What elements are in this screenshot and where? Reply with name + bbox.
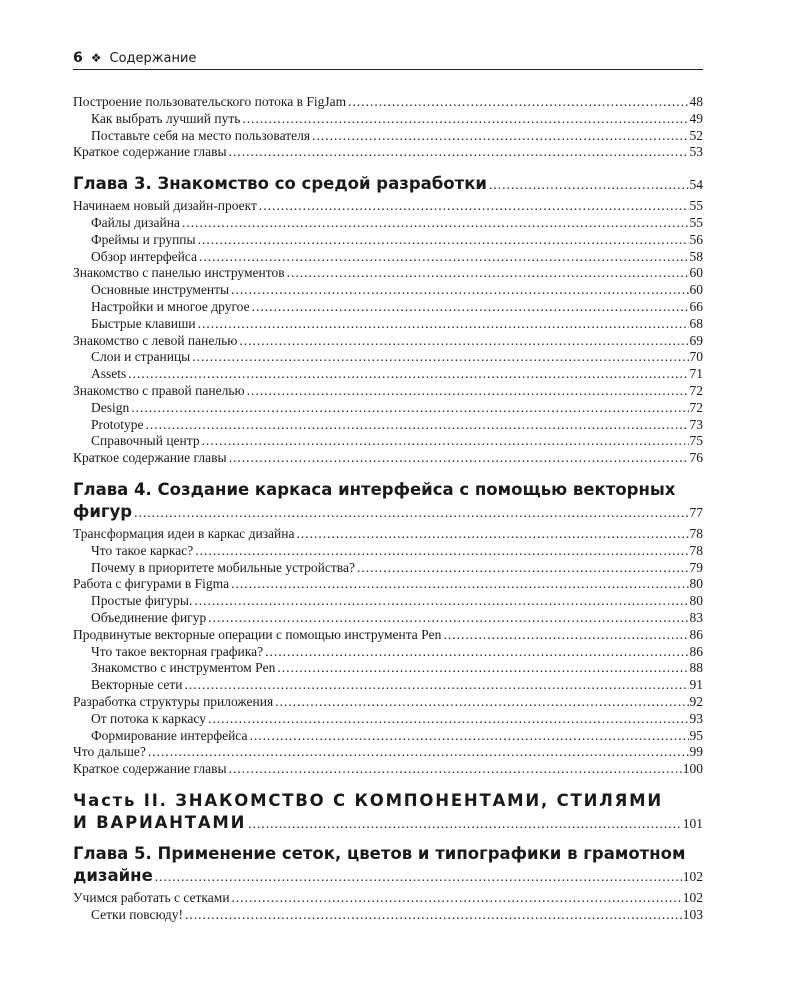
page-ref: 49 xyxy=(689,110,703,126)
toc-entry[interactable] xyxy=(73,576,703,593)
toc-entry[interactable] xyxy=(73,349,703,366)
page-ref: 103 xyxy=(682,906,703,922)
entry-title: Обзор интерфейса xyxy=(91,248,197,264)
page-ref: 72 xyxy=(689,399,703,415)
toc-entry[interactable] xyxy=(73,450,703,467)
toc-entry[interactable] xyxy=(73,400,703,417)
part-2-heading xyxy=(73,790,703,835)
page-ref: 80 xyxy=(689,576,703,592)
dot-leader xyxy=(265,644,688,661)
dot-leader xyxy=(208,711,689,728)
toc-entry[interactable] xyxy=(73,316,703,333)
dot-leader xyxy=(128,366,688,383)
toc-entry[interactable] xyxy=(73,610,703,627)
dot-leader xyxy=(229,450,689,467)
page-ref: 72 xyxy=(689,382,703,398)
dot-leader xyxy=(185,677,689,694)
toc-entry[interactable] xyxy=(73,711,703,728)
entry-title: Краткое содержание главы xyxy=(73,761,227,777)
chapter-4-entries xyxy=(73,526,703,778)
page-ref: 91 xyxy=(689,677,703,693)
part-title-line: И ВАРИАНТАМИ xyxy=(73,812,247,832)
dot-leader xyxy=(312,128,688,145)
toc-entry[interactable] xyxy=(73,94,703,111)
toc-entry[interactable] xyxy=(73,232,703,249)
header-title: Содержание xyxy=(109,51,197,66)
running-header xyxy=(73,48,703,70)
toc-entry[interactable] xyxy=(73,249,703,266)
toc-entry[interactable] xyxy=(73,744,703,761)
entry-title: Краткое содержание главы xyxy=(73,144,227,160)
toc-entry[interactable] xyxy=(73,144,703,161)
chapter-3-entries xyxy=(73,198,703,467)
page-ref: 92 xyxy=(689,693,703,709)
chapter-title-line: дизайне xyxy=(73,865,153,885)
dot-leader xyxy=(195,543,688,560)
entry-title: Краткое содержание главы xyxy=(73,450,227,466)
chapter-title-line: Глава 4. Создание каркаса интерфейса с помощью векторных xyxy=(73,479,676,499)
dot-leader xyxy=(259,198,689,215)
dot-leader xyxy=(155,866,682,888)
page-ref: 78 xyxy=(689,542,703,558)
page-ref: 77 xyxy=(689,504,703,520)
toc-entry[interactable] xyxy=(73,543,703,560)
entry-title: Знакомство с левой панелью xyxy=(73,332,238,348)
toc-entry[interactable] xyxy=(73,333,703,350)
page-ref: 70 xyxy=(689,349,703,365)
page-ref: 101 xyxy=(682,815,703,831)
dot-leader xyxy=(443,627,688,644)
page-ref: 53 xyxy=(689,144,703,160)
page-ref: 95 xyxy=(689,727,703,743)
dot-leader xyxy=(248,813,682,835)
entry-title: Assets xyxy=(91,366,127,382)
page-ref: 68 xyxy=(689,315,703,331)
chapter-title: Глава 3. Знакомство со средой разработки xyxy=(73,174,487,194)
page-ref: 52 xyxy=(689,127,703,143)
dot-leader xyxy=(229,144,689,161)
dot-leader xyxy=(247,383,689,400)
toc-entry[interactable] xyxy=(73,265,703,282)
toc-entry[interactable] xyxy=(73,111,703,128)
toc-entry[interactable] xyxy=(73,501,703,524)
chapter-title-line: фигур xyxy=(73,501,133,521)
entry-title: Работа с фигурами в Figma xyxy=(73,576,230,592)
dot-leader xyxy=(185,907,682,924)
dot-leader xyxy=(199,249,689,266)
dot-leader xyxy=(287,265,689,282)
toc-entry[interactable] xyxy=(73,383,703,400)
entry-title: Учимся работать с сетками xyxy=(73,889,230,905)
toc-entry[interactable] xyxy=(73,366,703,383)
toc-entry[interactable] xyxy=(73,593,703,610)
toc-entry[interactable] xyxy=(73,660,703,677)
page-ref: 60 xyxy=(689,282,703,298)
dot-leader xyxy=(277,660,688,677)
chapter-5-entries xyxy=(73,890,703,924)
dot-leader xyxy=(148,744,689,761)
dot-leader xyxy=(239,333,688,350)
toc-entry[interactable] xyxy=(73,907,703,924)
page-ref: 76 xyxy=(689,450,703,466)
page-ref: 83 xyxy=(689,609,703,625)
entry-title: Знакомство с панелью инструментов xyxy=(73,265,285,281)
toc-entry[interactable] xyxy=(73,526,703,543)
toc-entry[interactable] xyxy=(73,812,703,835)
dot-leader xyxy=(231,282,688,299)
entry-title: Знакомство с инструментом Pen xyxy=(91,660,276,676)
toc-entry[interactable] xyxy=(73,728,703,745)
page-ref: 100 xyxy=(682,761,703,777)
dot-leader xyxy=(489,174,689,196)
entry-title: Объединение фигур xyxy=(91,609,207,625)
entry-title: Основные инструменты xyxy=(91,282,230,298)
page-number: 6 xyxy=(73,50,83,66)
entry-title: От потока к каркасу xyxy=(91,710,206,726)
entry-title: Быстрые клавиши xyxy=(91,315,196,331)
page-ref: 80 xyxy=(689,593,703,609)
diamond-ornament-icon: ❖ xyxy=(90,51,102,65)
dot-leader xyxy=(275,694,688,711)
page-ref: 78 xyxy=(689,525,703,541)
toc-entry[interactable] xyxy=(73,198,703,215)
entry-title: Разработка структуры приложения xyxy=(73,693,274,709)
entry-title: Как выбрать лучший путь xyxy=(91,110,241,126)
page-ref: 86 xyxy=(689,626,703,642)
page-ref: 86 xyxy=(689,643,703,659)
toc-entry[interactable] xyxy=(73,677,703,694)
entry-title: Формирование интерфейса xyxy=(91,727,248,743)
dot-leader xyxy=(208,610,688,627)
dot-leader xyxy=(134,502,688,524)
dot-leader xyxy=(198,232,689,249)
chapter-4-heading xyxy=(73,479,703,524)
toc-entry[interactable] xyxy=(73,417,703,434)
page-ref: 102 xyxy=(682,889,703,905)
entry-title: Трансформация идеи в каркас дизайна xyxy=(73,525,295,541)
page-ref: 88 xyxy=(689,660,703,676)
entry-title: Продвинутые векторные операции с помощью инструмента Pen xyxy=(73,626,442,642)
toc-entry[interactable] xyxy=(73,128,703,145)
entry-title: Поставьте себя на место пользователя xyxy=(91,127,311,143)
toc-block-1 xyxy=(73,94,703,161)
entry-title: Файлы дизайна xyxy=(91,214,180,230)
dot-leader xyxy=(348,94,688,111)
page-ref: 93 xyxy=(689,710,703,726)
chapter-5-heading xyxy=(73,843,703,888)
page-ref: 102 xyxy=(682,868,703,884)
page-ref: 48 xyxy=(689,94,703,109)
entry-title: Что такое векторная графика? xyxy=(91,643,264,659)
dot-leader xyxy=(202,433,689,450)
page-ref: 99 xyxy=(689,744,703,760)
entry-title: Что такое каркас? xyxy=(91,542,194,558)
entry-title: Простые фигуры. xyxy=(91,593,193,609)
toc-entry[interactable] xyxy=(73,761,703,778)
toc-entry[interactable] xyxy=(73,865,703,888)
dot-leader xyxy=(357,560,689,577)
toc-entry[interactable] xyxy=(73,282,703,299)
toc-entry[interactable] xyxy=(73,433,703,450)
page-ref: 55 xyxy=(689,214,703,230)
entry-title: Начинаем новый дизайн-проект xyxy=(73,198,257,214)
toc-entry[interactable] xyxy=(73,215,703,232)
toc-entry[interactable] xyxy=(73,560,703,577)
entry-title: Фреймы и группы xyxy=(91,231,196,247)
dot-leader xyxy=(242,111,688,128)
toc-entry[interactable] xyxy=(73,627,703,644)
toc-entry[interactable] xyxy=(73,299,703,316)
entry-title: Построение пользовательского потока в FigJam xyxy=(73,94,347,109)
toc-entry[interactable] xyxy=(73,173,703,196)
dot-leader xyxy=(296,526,688,543)
table-of-contents xyxy=(73,94,703,923)
dot-leader xyxy=(194,593,688,610)
dot-leader xyxy=(198,316,689,333)
toc-entry[interactable] xyxy=(73,890,703,907)
dot-leader xyxy=(182,215,689,232)
dot-leader xyxy=(249,728,688,745)
page-ref: 66 xyxy=(689,298,703,314)
entry-title: Сетки повсюду! xyxy=(91,906,183,922)
chapter-3-heading xyxy=(73,173,703,196)
dot-leader xyxy=(146,417,689,434)
page-ref: 71 xyxy=(689,366,703,382)
entry-title: Что дальше? xyxy=(73,744,146,760)
page-ref: 73 xyxy=(689,416,703,432)
entry-title: Векторные сети xyxy=(91,677,183,693)
dot-leader xyxy=(231,576,688,593)
part-title-line: Часть II. ЗНАКОМСТВО С КОМПОНЕНТАМИ, СТИЛЯМИ xyxy=(73,790,664,810)
entry-title: Prototype xyxy=(91,416,144,432)
dot-leader xyxy=(229,761,682,778)
entry-title: Слои и страницы xyxy=(91,349,191,365)
page-ref: 58 xyxy=(689,248,703,264)
page-ref: 55 xyxy=(689,198,703,214)
toc-entry[interactable] xyxy=(73,644,703,661)
page-ref: 56 xyxy=(689,231,703,247)
dot-leader xyxy=(232,890,682,907)
page-ref: 60 xyxy=(689,265,703,281)
entry-title: Настройки и многое другое xyxy=(91,298,250,314)
page-ref: 69 xyxy=(689,332,703,348)
page-ref: 54 xyxy=(689,177,703,193)
entry-title: Почему в приоритете мобильные устройства? xyxy=(91,559,355,575)
page-ref: 75 xyxy=(689,433,703,449)
page-ref: 79 xyxy=(689,559,703,575)
entry-title: Знакомство с правой панелью xyxy=(73,382,245,398)
chapter-title-line: Глава 5. Применение сеток, цветов и типографики в грамотном xyxy=(73,843,686,863)
dot-leader xyxy=(252,299,689,316)
dot-leader xyxy=(131,400,688,417)
toc-entry[interactable] xyxy=(73,694,703,711)
dot-leader xyxy=(192,349,688,366)
entry-title: Design xyxy=(91,399,130,415)
entry-title: Справочный центр xyxy=(91,433,200,449)
